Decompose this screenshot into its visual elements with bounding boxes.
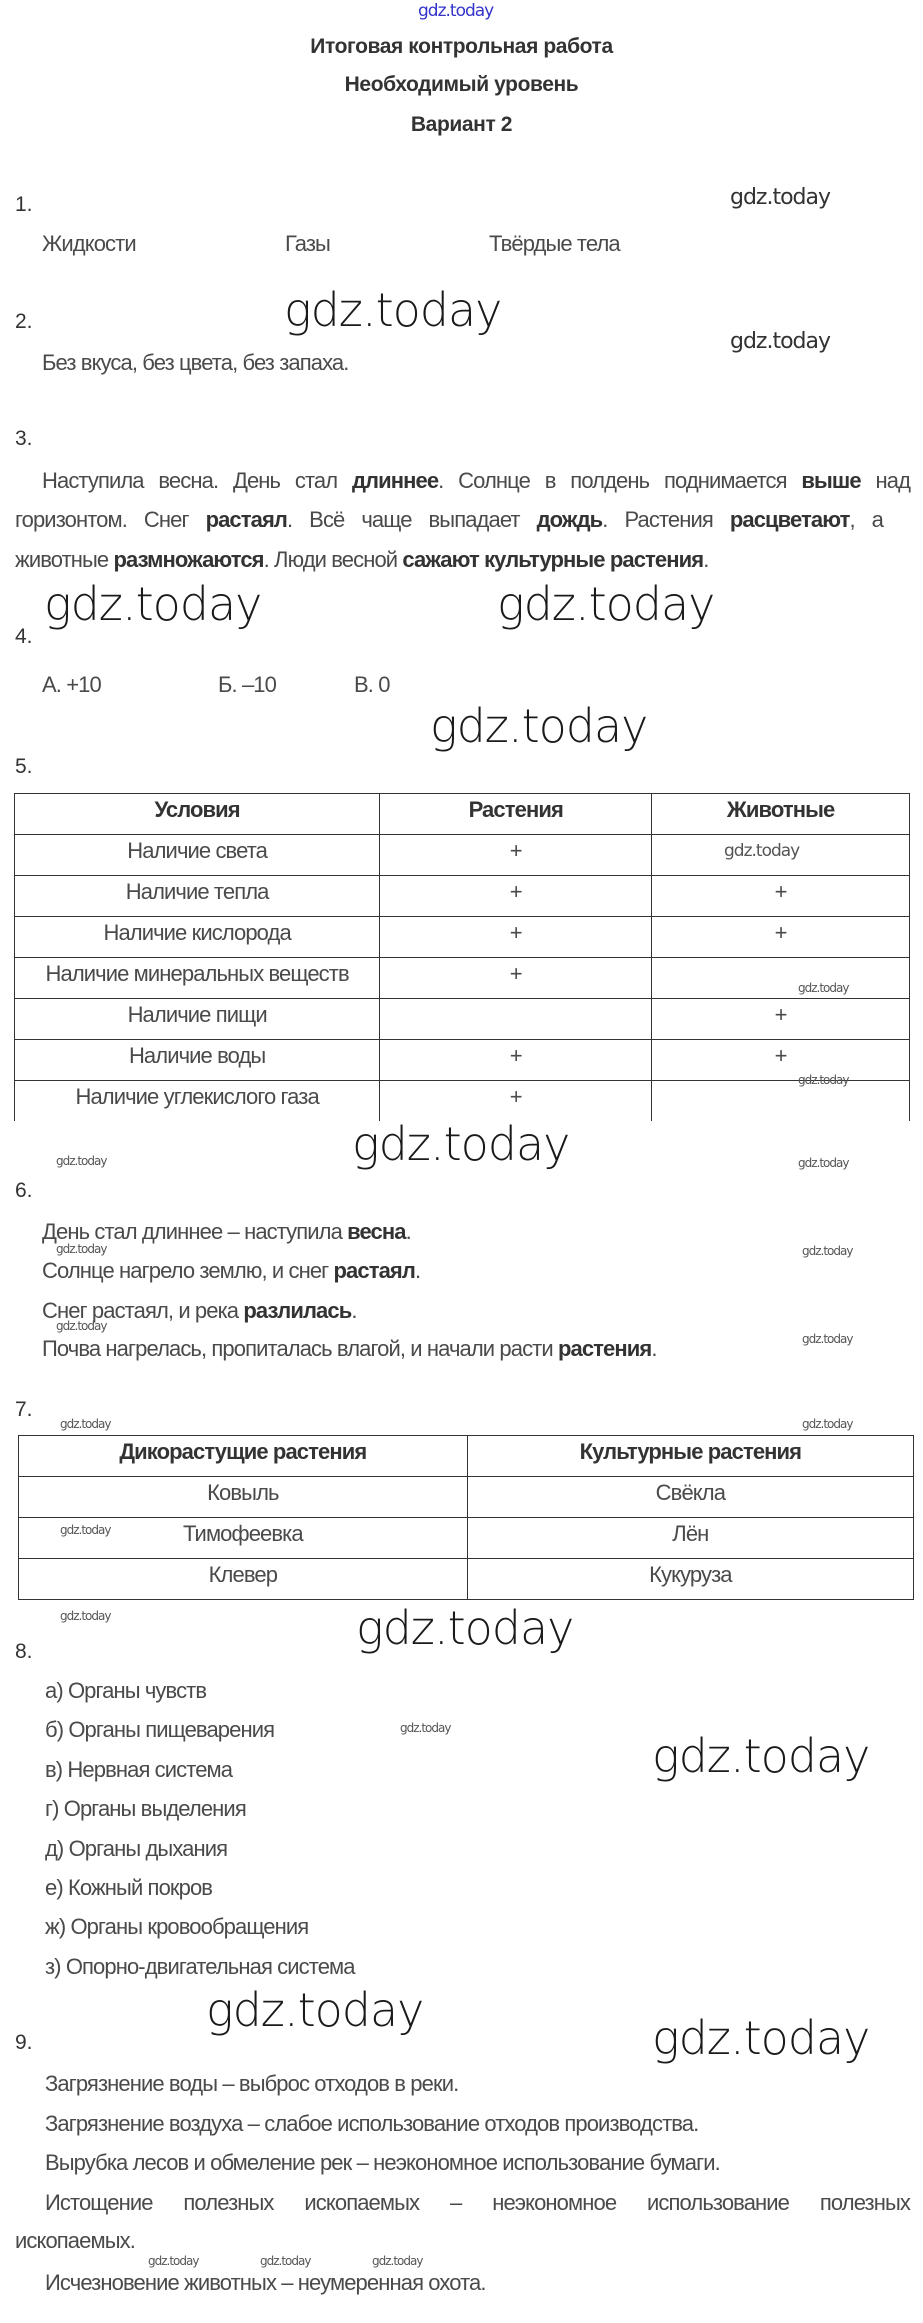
watermark: gdz.today <box>284 283 502 337</box>
text-segment: горизонтом. Снег <box>15 507 206 532</box>
question-number: 1. <box>15 193 33 216</box>
column-header: Условия <box>15 794 380 835</box>
question-number: 3. <box>15 427 33 450</box>
text-segment: Солнце нагрело землю, и снег <box>42 1258 334 1283</box>
text-segment: День стал длиннее – наступила <box>42 1219 348 1244</box>
text-segment: Наступила весна. День стал <box>42 468 352 493</box>
watermark: gdz.today <box>652 1729 870 1783</box>
watermark: gdz.today <box>352 1117 570 1171</box>
watermark: gdz.today <box>260 2254 311 2268</box>
table-cell: Клевер <box>19 1559 468 1600</box>
table-cell: Наличие воды <box>15 1040 380 1081</box>
bold-term: сажают культурные растения <box>402 547 704 572</box>
watermark: gdz.today <box>430 699 648 753</box>
text-line: Исчезновение животных – неумеренная охота. <box>45 2270 486 2295</box>
watermark: gdz.today <box>724 841 800 861</box>
bold-term: выше <box>801 468 861 493</box>
table-cell: + <box>380 1081 652 1122</box>
list-item: б) Органы пищеварения <box>45 1717 275 1743</box>
text-segment: Почва нагрелась, пропиталась влагой, и начали расти <box>42 1336 558 1361</box>
answer-item: Жидкости <box>42 231 136 256</box>
watermark: gdz.today <box>798 1073 849 1087</box>
watermark: gdz.today <box>60 1417 111 1431</box>
table-cell: Наличие пищи <box>15 999 380 1040</box>
watermark: gdz.today <box>148 2254 199 2268</box>
question-number: 2. <box>15 310 33 333</box>
watermark: gdz.today <box>60 1609 111 1623</box>
table-cell: Наличие минеральных веществ <box>15 958 380 999</box>
question-number: 4. <box>15 625 33 648</box>
watermark-logo: gdz.today <box>418 1 494 21</box>
list-item: а) Органы чувств <box>45 1678 207 1703</box>
watermark: gdz.today <box>372 2254 423 2268</box>
text-line: ископаемых. <box>15 2228 135 2253</box>
table-cell: Ковыль <box>19 1477 468 1518</box>
table-header-row <box>19 1436 914 1477</box>
table-header-row <box>15 794 910 835</box>
list-item: е) Кожный покров <box>45 1875 213 1900</box>
list-item: ж) Органы кровообращения <box>45 1914 309 1940</box>
table-cell: Наличие тепла <box>15 876 380 917</box>
table-cell: Наличие света <box>15 835 380 876</box>
text-segment: . Растения <box>602 507 730 532</box>
bold-term: растаял <box>205 507 287 532</box>
bold-term: размножаются <box>113 547 264 572</box>
watermark: gdz.today <box>60 1523 111 1537</box>
text-segment: . Солнце в полдень поднимается <box>438 468 802 493</box>
watermark: gdz.today <box>56 1319 107 1333</box>
text-segment: , а <box>849 507 883 532</box>
text-segment: . <box>351 1298 357 1323</box>
answer-option: Б. –10 <box>218 672 276 697</box>
table-cell: Кукуруза <box>467 1559 913 1600</box>
table-row <box>15 999 910 1040</box>
list-item: з) Опорно-двигательная система <box>45 1953 355 1979</box>
watermark: gdz.today <box>802 1417 853 1431</box>
bold-term: дождь <box>536 507 603 532</box>
answer-item: Газы <box>285 231 330 256</box>
bold-term: длиннее <box>351 468 439 493</box>
text-line <box>15 547 708 573</box>
table-cell: Тимофеевка <box>19 1518 468 1559</box>
table-row <box>15 876 910 917</box>
table-row <box>19 1559 914 1600</box>
table-cell <box>652 958 910 999</box>
watermark: gdz.today <box>730 329 831 354</box>
watermark: gdz.today <box>56 1154 107 1168</box>
table-cell: + <box>380 876 652 917</box>
answer-option: А. +10 <box>42 672 101 697</box>
column-header: Дикорастущие растения <box>19 1436 468 1477</box>
text-segment: Снег растаял, и река <box>42 1298 244 1323</box>
list-item: в) Нервная система <box>45 1756 233 1782</box>
question-number: 9. <box>15 2031 33 2054</box>
watermark: gdz.today <box>730 185 831 210</box>
text-line <box>42 1336 657 1362</box>
table-cell: Наличие кислорода <box>15 917 380 958</box>
watermark: gdz.today <box>798 1156 849 1170</box>
table-cell: + <box>652 1040 910 1081</box>
text-line: Загрязнение воды – выброс отходов в реки. <box>45 2071 459 2096</box>
table-row <box>15 1040 910 1081</box>
table-row <box>15 958 910 999</box>
table-row <box>15 917 910 958</box>
table-cell: + <box>380 917 652 958</box>
table-row <box>15 1081 910 1122</box>
text-line <box>15 507 883 533</box>
bold-term: весна <box>347 1219 406 1244</box>
list-item: д) Органы дыхания <box>45 1835 228 1861</box>
table-cell: + <box>652 876 910 917</box>
watermark: gdz.today <box>206 1983 424 2037</box>
text-line <box>42 1258 420 1284</box>
question-number: 5. <box>15 755 33 778</box>
answer-text: Без вкуса, без цвета, без запаха. <box>42 350 349 375</box>
variant-heading: Вариант 2 <box>410 113 513 136</box>
answer-item: Твёрдые тела <box>489 231 620 256</box>
table-row <box>19 1518 914 1559</box>
table-cell: + <box>380 1040 652 1081</box>
text-line <box>42 468 910 494</box>
table-cell: Свёкла <box>467 1477 913 1518</box>
table-cell: + <box>380 958 652 999</box>
text-line: Загрязнение воздуха – слабое использование отходов производства. <box>45 2111 699 2136</box>
text-segment: . <box>703 547 709 572</box>
plants-table <box>18 1435 914 1600</box>
column-header: Культурные растения <box>467 1436 913 1477</box>
table-cell: + <box>652 917 910 958</box>
table-cell: + <box>380 835 652 876</box>
question-number: 8. <box>15 1640 33 1663</box>
text-segment: . <box>414 1258 421 1283</box>
watermark: gdz.today <box>652 2011 870 2065</box>
question-number: 6. <box>15 1179 33 1202</box>
column-header: Животные <box>652 794 910 835</box>
table-row <box>19 1477 914 1518</box>
text-line: Истощение полезных ископаемых – неэкономное использование полезных <box>45 2190 910 2215</box>
table-cell: + <box>652 999 910 1040</box>
table-cell <box>652 1081 910 1122</box>
watermark: gdz.today <box>802 1332 853 1346</box>
watermark: gdz.today <box>400 1721 451 1735</box>
bold-term: разлилась <box>243 1298 352 1323</box>
text-segment: . <box>405 1219 411 1244</box>
text-segment: . Люди весной <box>263 547 403 572</box>
text-segment: . <box>651 1336 657 1361</box>
bold-term: растаял <box>333 1258 415 1283</box>
text-segment: животные <box>15 547 114 572</box>
answer-option: В. 0 <box>354 672 390 697</box>
question-number: 7. <box>15 1398 33 1421</box>
table-cell: Лён <box>467 1518 913 1559</box>
table-cell: Наличие углекислого газа <box>15 1081 380 1122</box>
watermark: gdz.today <box>44 577 262 631</box>
watermark: gdz.today <box>798 981 849 995</box>
text-segment: . Всё чаще выпадает <box>287 507 537 532</box>
text-segment: над <box>860 468 910 493</box>
level-heading: Необходимый уровень <box>344 73 579 96</box>
watermark: gdz.today <box>802 1244 853 1258</box>
bold-term: расцветают <box>729 507 850 532</box>
text-line: Вырубка лесов и обмеление рек – неэкономное использование бумаги. <box>45 2150 720 2175</box>
table-cell <box>380 999 652 1040</box>
page-title: Итоговая контрольная работа <box>310 35 613 58</box>
watermark: gdz.today <box>497 577 715 631</box>
watermark: gdz.today <box>56 1242 107 1256</box>
bold-term: растения <box>557 1336 652 1361</box>
column-header: Растения <box>380 794 652 835</box>
watermark: gdz.today <box>356 1601 574 1655</box>
list-item: г) Органы выделения <box>45 1796 246 1822</box>
